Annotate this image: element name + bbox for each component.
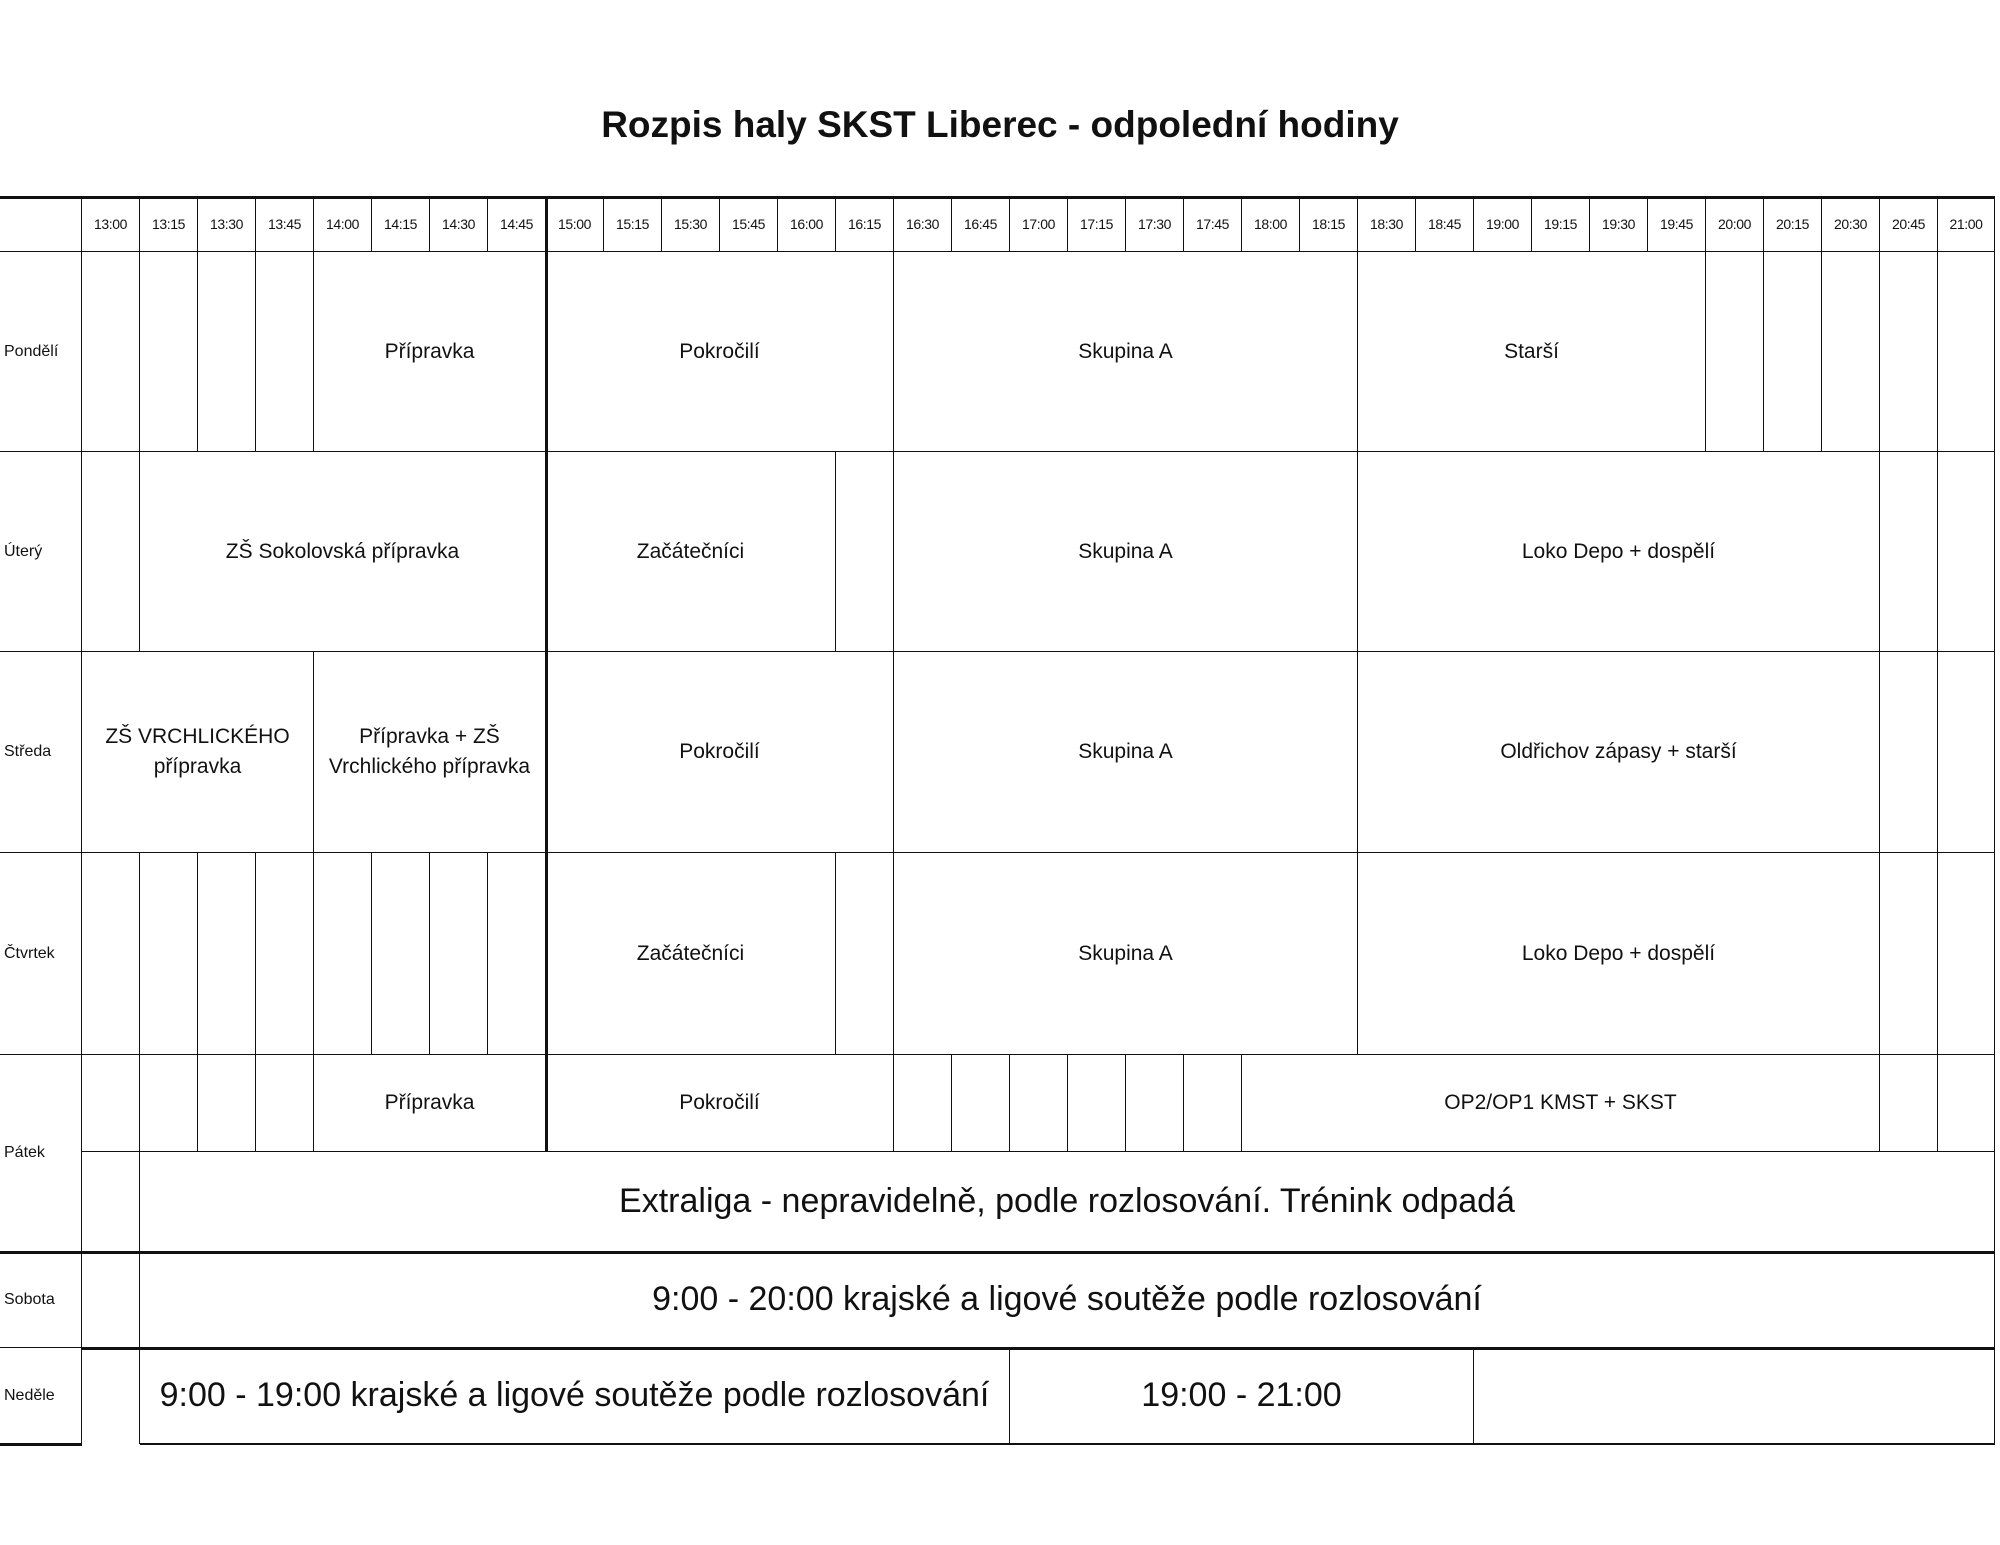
day-label: Pátek: [0, 1055, 82, 1252]
day-label: Úterý: [0, 452, 82, 652]
empty-slot: [198, 1055, 256, 1152]
schedule-block: Začátečníci: [546, 853, 836, 1055]
schedule-block: Skupina A: [894, 252, 1358, 452]
empty-slot: [1938, 652, 1995, 853]
time-header: 19:30: [1590, 196, 1648, 252]
time-header: 17:30: [1126, 196, 1184, 252]
empty-slot: [894, 1055, 952, 1152]
empty-slot: [1822, 252, 1880, 452]
time-header: 18:45: [1416, 196, 1474, 252]
empty-slot: [256, 252, 314, 452]
empty-slot: [140, 252, 198, 452]
empty-slot: [1474, 1348, 1995, 1444]
empty-slot: [198, 252, 256, 452]
time-header: 20:45: [1880, 196, 1938, 252]
time-header: 13:00: [82, 196, 140, 252]
time-header: 19:45: [1648, 196, 1706, 252]
time-header: 20:30: [1822, 196, 1880, 252]
schedule-block: Pokročilí: [546, 252, 894, 452]
empty-slot: [1938, 452, 1995, 652]
empty-slot: [372, 853, 430, 1055]
empty-slot: [314, 853, 372, 1055]
time-header: 13:45: [256, 196, 314, 252]
time-header: 18:30: [1358, 196, 1416, 252]
time-header: 13:15: [140, 196, 198, 252]
schedule-block: Skupina A: [894, 652, 1358, 853]
empty-slot: [1880, 1055, 1938, 1152]
friday-note: Extraliga - nepravidelně, podle rozlosování. Trénink odpadá: [140, 1152, 1995, 1252]
empty-slot: [256, 1055, 314, 1152]
time-header: 14:15: [372, 196, 430, 252]
empty-slot: [82, 452, 140, 652]
empty-slot: [1880, 452, 1938, 652]
schedule-block: Loko Depo + dospělí: [1358, 452, 1880, 652]
schedule-block: ZŠ VRCHLICKÉHO přípravka: [82, 652, 314, 853]
time-header: 15:30: [662, 196, 720, 252]
schedule-block: Přípravka + ZŠ Vrchlického přípravka: [314, 652, 546, 853]
empty-slot: [836, 452, 894, 652]
empty-slot: [1938, 1055, 1995, 1152]
schedule-block: Skupina A: [894, 452, 1358, 652]
schedule-block: Přípravka: [314, 1055, 546, 1152]
empty-slot: [1880, 853, 1938, 1055]
schedule-block: OP2/OP1 KMST + SKST: [1242, 1055, 1880, 1152]
sunday-block: 9:00 - 19:00 krajské a ligové soutěže podle rozlosování: [140, 1348, 1010, 1444]
empty-slot: [1126, 1055, 1184, 1152]
time-header: 18:15: [1300, 196, 1358, 252]
time-header: 19:00: [1474, 196, 1532, 252]
sunday-block-evening: 19:00 - 21:00: [1010, 1348, 1474, 1444]
time-header: 19:15: [1532, 196, 1590, 252]
schedule-block: Přípravka: [314, 252, 546, 452]
grid-line: [545, 196, 548, 1152]
empty-slot: [1184, 1055, 1242, 1152]
schedule-block: Loko Depo + dospělí: [1358, 853, 1880, 1055]
empty-slot: [82, 1252, 140, 1348]
empty-slot: [1010, 1055, 1068, 1152]
header-corner: [0, 196, 82, 252]
grid-line: [0, 1443, 82, 1446]
time-header: 13:30: [198, 196, 256, 252]
empty-slot: [82, 1152, 140, 1252]
empty-slot: [952, 1055, 1010, 1152]
time-header: 16:45: [952, 196, 1010, 252]
time-header: 15:15: [604, 196, 662, 252]
empty-slot: [1706, 252, 1764, 452]
empty-slot: [1938, 853, 1995, 1055]
schedule-block: Starší: [1358, 252, 1706, 452]
time-header: 14:30: [430, 196, 488, 252]
empty-slot: [140, 1055, 198, 1152]
day-label: Středa: [0, 652, 82, 853]
grid-line: [140, 1443, 1995, 1445]
empty-slot: [82, 853, 140, 1055]
empty-slot: [256, 853, 314, 1055]
time-header: 16:00: [778, 196, 836, 252]
time-header: 20:00: [1706, 196, 1764, 252]
time-header: 20:15: [1764, 196, 1822, 252]
time-header: 17:45: [1184, 196, 1242, 252]
empty-slot: [1880, 652, 1938, 853]
time-header: 17:00: [1010, 196, 1068, 252]
saturday-block: 9:00 - 20:00 krajské a ligové soutěže podle rozlosování: [140, 1252, 1995, 1348]
day-label: Sobota: [0, 1252, 82, 1348]
schedule-block: Začátečníci: [546, 452, 836, 652]
empty-slot: [836, 853, 894, 1055]
empty-slot: [1880, 252, 1938, 452]
grid-line: [0, 1251, 1995, 1254]
schedule-block: Skupina A: [894, 853, 1358, 1055]
empty-slot: [430, 853, 488, 1055]
time-header: 14:45: [488, 196, 546, 252]
time-header: 16:15: [836, 196, 894, 252]
day-label: Pondělí: [0, 252, 82, 452]
empty-slot: [198, 853, 256, 1055]
time-header: 21:00: [1938, 196, 1995, 252]
empty-slot: [1938, 252, 1995, 452]
empty-slot: [140, 853, 198, 1055]
schedule-block: ZŠ Sokolovská přípravka: [140, 452, 546, 652]
empty-slot: [82, 1055, 140, 1152]
empty-slot: [1068, 1055, 1126, 1152]
empty-slot: [488, 853, 546, 1055]
time-header: 15:00: [546, 196, 604, 252]
schedule-block: Oldřichov zápasy + starší: [1358, 652, 1880, 853]
time-header: 15:45: [720, 196, 778, 252]
schedule-block: Pokročilí: [546, 1055, 894, 1152]
day-label: Čtvrtek: [0, 853, 82, 1055]
day-label: Neděle: [0, 1348, 82, 1444]
empty-slot: [1764, 252, 1822, 452]
schedule-block: Pokročilí: [546, 652, 894, 853]
time-header: 17:15: [1068, 196, 1126, 252]
schedule-title: Rozpis haly SKST Liberec - odpolední hodiny: [601, 104, 1399, 145]
time-header: 16:30: [894, 196, 952, 252]
time-header: 18:00: [1242, 196, 1300, 252]
empty-slot: [82, 252, 140, 452]
time-header: 14:00: [314, 196, 372, 252]
grid-line: [82, 1347, 1995, 1350]
